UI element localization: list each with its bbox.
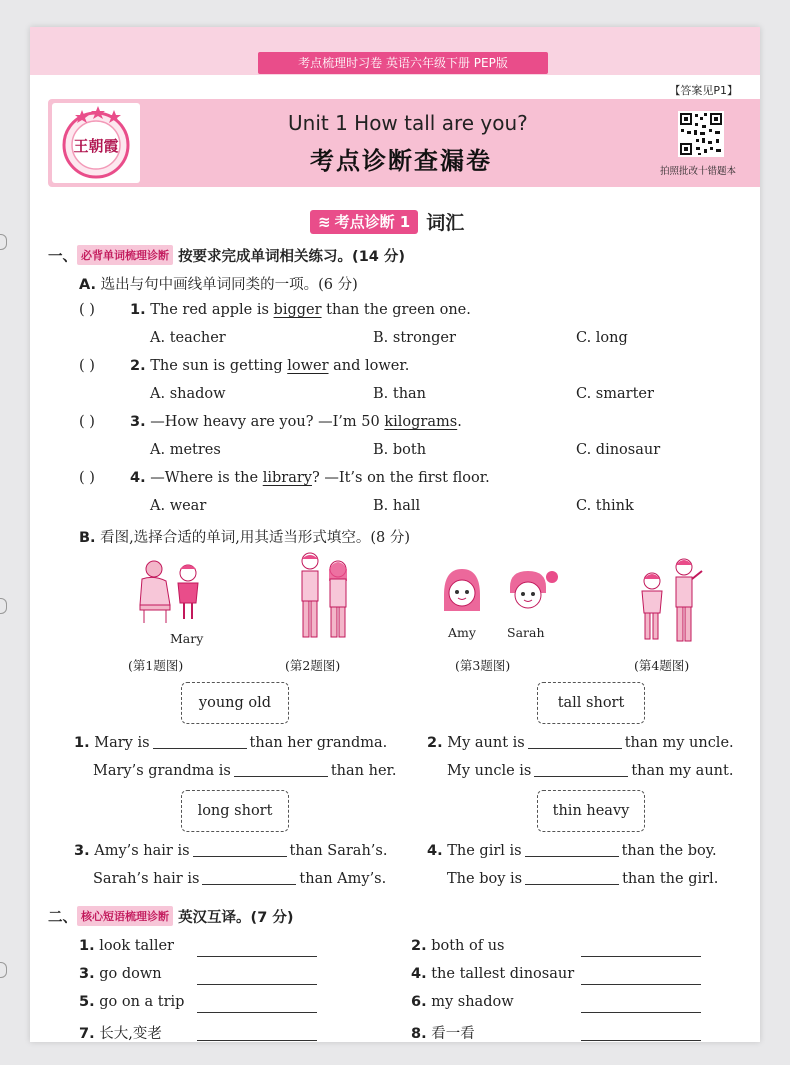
- figure-4-caption: (第4题图): [634, 658, 690, 673]
- part2-instruction: 英汉互译。(7 分): [178, 910, 294, 926]
- section-heading: [310, 208, 464, 234]
- waves-icon: ≋: [318, 212, 331, 231]
- stem-pre: —Where is the: [150, 470, 263, 486]
- fill-post: than the girl.: [622, 871, 719, 887]
- phrase-text: go on a trip: [99, 994, 185, 1010]
- option-b[interactable]: B. both: [373, 442, 427, 458]
- option-b[interactable]: B. stronger: [373, 330, 456, 346]
- phrase-text: go down: [99, 966, 162, 982]
- phrase-item-1: [79, 938, 174, 954]
- underlined-word: kilograms: [384, 414, 458, 430]
- fill-post: than her grandma.: [249, 735, 388, 751]
- fill-pre: My uncle is: [447, 763, 532, 779]
- phrase-item-5: [79, 994, 184, 1010]
- translation-blank[interactable]: [581, 984, 701, 985]
- unit-title: Unit 1 How tall are you?: [288, 111, 528, 135]
- phrase-number: 4.: [411, 966, 427, 982]
- unit-header: [48, 99, 760, 187]
- figure-2-illustration: [292, 551, 358, 643]
- fill-4-line-1: [427, 842, 717, 859]
- question-stem: [130, 302, 471, 318]
- logo-lettering: 王朝霞: [73, 137, 119, 155]
- series-banner: 考点梳理时习卷 英语六年级下册 PEP版: [258, 52, 548, 74]
- fill-number: 4.: [427, 843, 443, 859]
- section-badge-label: 考点诊断 1: [334, 212, 411, 231]
- fill-post: than Sarah’s.: [289, 843, 388, 859]
- paper-title: 考点诊断查漏卷: [310, 147, 492, 175]
- phrase-text: both of us: [431, 938, 505, 954]
- fill-number: 3.: [74, 843, 90, 859]
- option-c[interactable]: C. long: [576, 330, 628, 346]
- figure-2-caption: (第2题图): [285, 658, 341, 673]
- figure-3-label-sarah: Sarah: [507, 625, 545, 640]
- stem-post: and lower.: [328, 358, 410, 374]
- translation-blank[interactable]: [581, 1012, 701, 1013]
- figure-1-illustration: [130, 557, 210, 627]
- stem-post: ? —It’s on the first floor.: [311, 470, 490, 486]
- fill-pre: My aunt is: [447, 735, 525, 751]
- phrase-number: 6.: [411, 994, 427, 1010]
- question-stem: [130, 470, 490, 486]
- answer-blank[interactable]: [153, 734, 247, 749]
- answer-blank[interactable]: [525, 842, 619, 857]
- fill-pre: The boy is: [447, 871, 523, 887]
- answer-blank[interactable]: [534, 762, 628, 777]
- word-box-2: tall short: [537, 682, 645, 724]
- phrase-item-8: [411, 1022, 475, 1042]
- section-title: 词汇: [426, 212, 465, 234]
- fill-number: 1.: [74, 735, 90, 751]
- phrase-number: 7.: [79, 1026, 95, 1042]
- word-box-4: thin heavy: [537, 790, 645, 832]
- option-a[interactable]: A. teacher: [150, 330, 226, 346]
- fill-post: than my aunt.: [631, 763, 734, 779]
- answer-blank[interactable]: [193, 842, 287, 857]
- fill-3-line-1: [74, 842, 387, 859]
- phrase-number: 8.: [411, 1026, 427, 1042]
- partB-heading: [79, 526, 410, 547]
- phrase-item-7: [79, 1022, 162, 1042]
- underlined-word: lower: [287, 358, 329, 374]
- option-b[interactable]: B. than: [373, 386, 427, 402]
- word-box-1: young old: [181, 682, 289, 724]
- partB-label: B.: [79, 530, 96, 546]
- question-stem: [130, 358, 409, 374]
- phrase-number: 2.: [411, 938, 427, 954]
- part1-number: 一、: [48, 249, 77, 265]
- answer-blank[interactable]: [525, 870, 619, 885]
- option-b[interactable]: B. hall: [373, 498, 421, 514]
- figure-4-illustration: [636, 557, 706, 647]
- phrase-text: the tallest dinosaur: [431, 966, 575, 982]
- option-c[interactable]: C. think: [576, 498, 634, 514]
- figure-3-caption: (第3题图): [455, 658, 511, 673]
- option-c[interactable]: C. dinosaur: [576, 442, 661, 458]
- option-c[interactable]: C. smarter: [576, 386, 654, 402]
- option-a[interactable]: A. wear: [150, 498, 207, 514]
- part1-instruction: 按要求完成单词相关练习。(14 分): [178, 249, 406, 265]
- phrase-item-4: [411, 966, 574, 982]
- qr-code[interactable]: [678, 111, 724, 157]
- option-a[interactable]: A. metres: [150, 442, 221, 458]
- fill-2-line-1: [427, 734, 734, 751]
- phrase-text: 看一看: [431, 1026, 475, 1042]
- question-stem: [130, 414, 462, 430]
- answer-blank[interactable]: [528, 734, 622, 749]
- qr-caption: 拍照批改十错题本: [660, 166, 737, 177]
- part2-number: 二、: [48, 910, 77, 926]
- underlined-word: bigger: [273, 302, 322, 318]
- part2-tag: 核心短语梳理诊断: [77, 906, 173, 926]
- translation-blank[interactable]: [197, 1040, 317, 1041]
- stem-pre: The red apple is: [150, 302, 274, 318]
- underlined-word: library: [262, 470, 312, 486]
- phrase-number: 1.: [79, 938, 95, 954]
- phrase-item-3: [79, 966, 162, 982]
- answer-reference: 【答案见P1】: [669, 84, 738, 97]
- answer-paren[interactable]: ( ): [79, 302, 95, 318]
- fill-pre: The girl is: [447, 843, 522, 859]
- partA-heading: [79, 273, 358, 294]
- word-box-3: long short: [181, 790, 289, 832]
- fill-post: than Amy’s.: [299, 871, 387, 887]
- part1-heading: [48, 245, 405, 266]
- answer-paren[interactable]: ( ): [79, 358, 95, 374]
- phrase-text: 长大,变老: [99, 1026, 162, 1042]
- question-number: 1.: [130, 302, 146, 318]
- partA-instruction: 选出与句中画线单词同类的一项。(6 分): [100, 277, 358, 293]
- binding-mark: [0, 598, 7, 614]
- phrase-number: 5.: [79, 994, 95, 1010]
- fill-1-line-2: [93, 762, 396, 779]
- translation-blank[interactable]: [197, 956, 317, 957]
- stem-pre: —How heavy are you? —I’m 50: [150, 414, 385, 430]
- figure-1-label: Mary: [170, 631, 204, 646]
- part2-heading: [48, 906, 293, 927]
- answer-blank[interactable]: [234, 762, 328, 777]
- answer-paren[interactable]: ( ): [79, 414, 95, 430]
- answer-paren[interactable]: ( ): [79, 470, 95, 486]
- fill-post: than her.: [330, 763, 397, 779]
- fill-2-line-2: [447, 762, 733, 779]
- partA-label: A.: [79, 277, 96, 293]
- fill-pre: Mary’s grandma is: [93, 763, 231, 779]
- phrase-text: look taller: [99, 938, 174, 954]
- translation-blank[interactable]: [581, 956, 701, 957]
- fill-1-line-1: [74, 734, 387, 751]
- fill-pre: Amy’s hair is: [94, 843, 190, 859]
- fill-post: than my uncle.: [624, 735, 734, 751]
- question-number: 3.: [130, 414, 146, 430]
- fill-pre: Mary is: [94, 735, 150, 751]
- part1-tag: 必背单词梳理诊断: [77, 245, 173, 265]
- section-badge: [310, 210, 418, 234]
- fill-post: than the boy.: [621, 843, 717, 859]
- translation-blank[interactable]: [581, 1040, 701, 1041]
- question-number: 2.: [130, 358, 146, 374]
- stem-post: .: [457, 414, 462, 430]
- figure-1-caption: (第1题图): [128, 658, 184, 673]
- phrase-item-6: [411, 994, 514, 1010]
- figure-3-illustration: [440, 567, 560, 623]
- worksheet-page: [30, 27, 760, 1042]
- partB-instruction: 看图,选择合适的单词,用其适当形式填空。(8 分): [100, 530, 411, 546]
- phrase-text: my shadow: [431, 994, 514, 1010]
- answer-blank[interactable]: [202, 870, 296, 885]
- stem-post: than the green one.: [321, 302, 471, 318]
- fill-3-line-2: [93, 870, 386, 887]
- binding-mark: [0, 962, 7, 978]
- translation-blank[interactable]: [197, 984, 317, 985]
- publisher-logo: [52, 103, 140, 183]
- fill-4-line-2: [447, 870, 718, 887]
- figure-3-label-amy: Amy: [448, 625, 476, 640]
- binding-mark: [0, 234, 7, 250]
- translation-blank[interactable]: [197, 1012, 317, 1013]
- option-a[interactable]: A. shadow: [150, 386, 226, 402]
- fill-pre: Sarah’s hair is: [93, 871, 200, 887]
- stem-pre: The sun is getting: [150, 358, 288, 374]
- question-number: 4.: [130, 470, 146, 486]
- fill-number: 2.: [427, 735, 443, 751]
- phrase-item-2: [411, 938, 505, 954]
- phrase-number: 3.: [79, 966, 95, 982]
